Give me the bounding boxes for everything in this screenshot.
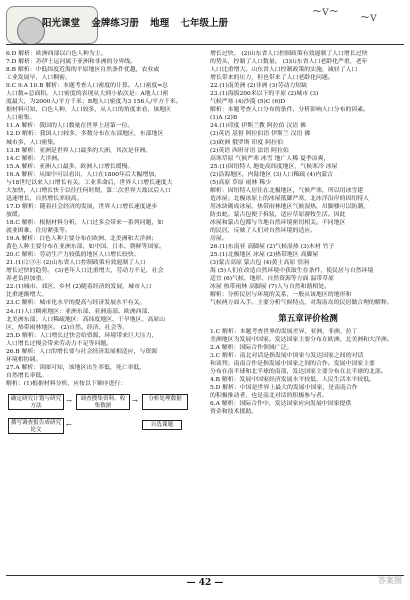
- answer-line: 2.A 解析：国际合作领域广泛。: [210, 344, 293, 351]
- answer-line: 人口密集。: [6, 115, 36, 122]
- answer-line: (5)高原 草原 雨林 稀少: [210, 179, 272, 186]
- answer-line: 美洲地区为发展中国家。发达国家主要分布在欧洲、北美洲和大洋洲。: [210, 336, 393, 343]
- answer-line: 海 (5)人们在改造自然环境中获取生存条件，使民居与自然环境: [210, 268, 374, 275]
- answer-line: 北美洲东部；人口稀疏地区：高纬度地区、干旱地区、高原山: [6, 316, 166, 323]
- sun-logo-icon: [17, 17, 45, 45]
- answer-line: 城市多，人口密集。: [6, 139, 60, 146]
- answer-line: 25.(1)北极地区 冰屋 (2)热带地区 高脚屋: [210, 252, 319, 259]
- answer-line: 黄色人种主要分布在亚洲东部，如中国、日本、朝鲜等国家。: [6, 244, 166, 251]
- answer-line: 22.(1)城市、郊区、乡村 (2)随着经济的发展，城市人口: [6, 284, 152, 291]
- answer-line: 冰屋 热带雨林 高脚屋 (7)人与自然和谐相处。: [210, 284, 330, 291]
- answer-line: 21.(1)②③④ (2)山东省人口控制政策有效遏制了人口: [6, 260, 146, 267]
- answer-line: 分布在南半球和北半球的南部，发达国家主要分布在北半球的北部。: [210, 368, 387, 375]
- header-divider: [6, 44, 404, 45]
- answer-list-right: [210, 50, 406, 308]
- answer-line: 和谈判；南南合作是指发展中国家之间的合作。发展中国家主要: [210, 360, 375, 367]
- answer-line: 9.C 9.A 10.B 解析：本题考查人口密度的计算。人口密度=总: [6, 83, 169, 90]
- watermark: 答案圈: [378, 576, 402, 585]
- answer-line: 迅速增长，自然增长率较高。: [6, 195, 83, 202]
- answer-line: (1)A (2)B: [210, 115, 238, 122]
- answer-line: 23.C 解析：城市化水平的提高与经济发展水平有关。: [6, 300, 146, 307]
- answer-line: 3.C 解析：南北对话是指发展中国家与发达国家之间的对话: [210, 352, 364, 359]
- answer-line: 19.A 解析：白色人种主要分布在欧洲、北美洲和大洋洲；: [6, 236, 157, 243]
- answer-line: 气候两方面入手。主要分析气候特点，对海南岛的民居做合理的解释。: [210, 300, 393, 307]
- answer-line: 23.(1)海拔200米以下的平原 (2)城市 (3): [210, 91, 319, 98]
- answer-line: (2)沿海地区，内陆地区 (3)人口稀疏 (4)内蒙古: [210, 171, 334, 178]
- answer-line: 26.(1)东南亚 高脚屋 (2)气候湿热 (3)木材 竹子: [210, 244, 335, 251]
- answer-line: 17.D 解析：随着社会经济的发展，世界人口增长速度逐步: [6, 203, 158, 210]
- answer-line: 解析：分析民居与环境的关系，一般从该地区的地形和: [210, 292, 352, 299]
- flow-diagram: [6, 390, 202, 438]
- answer-line: 资金和技术援助。: [210, 408, 258, 415]
- answer-line: 解析：因纽特人居住在北极地区，气候严寒，所以用冰雪建: [210, 187, 364, 194]
- answer-line: 24.(1)印度 伊斯兰教 阿拉伯 汉语 佛: [210, 123, 306, 130]
- answer-line: 16.A 解析：从图中可以看出，人口在1800年后大幅增加，: [6, 171, 161, 178]
- flow-box-topic: 自选课题: [142, 420, 182, 430]
- answer-line: 增长过快的趋势。 (3)老年人口比重增大，劳动力不足，社会: [6, 268, 164, 275]
- answer-line: 1.C 解析：本题考查世界的发展差异，亚洲、非洲、拉丁: [210, 328, 358, 335]
- answer-line: 解析：(1)根据材料分析，应按以下顺序进行：: [6, 380, 127, 387]
- page-header: [0, 0, 410, 48]
- flow-box-plan: 确定研究计划与研究方法: [8, 394, 64, 410]
- answer-line: 养老负担加重。: [6, 276, 48, 283]
- right-column: [210, 50, 406, 570]
- answer-line: 工业发展早，人口稠密。: [6, 75, 71, 82]
- answer-line: 适宜 (6)气候、地形、自然资源等方面 温带草原: [210, 276, 335, 283]
- answer-line: 气候严寒 (4)沙漠 (5)C (6)D: [210, 99, 286, 106]
- answer-line: 4.B 解析：发展中国家经济发展水平较低，人民生活水平较低。: [210, 376, 375, 383]
- answer-line: (3)欧洲 俄罗斯 印度 阿拉伯: [210, 139, 283, 146]
- series-name: 阳光课堂: [42, 18, 81, 29]
- flow-box-report: 撰写调查报告成研究论文: [8, 418, 64, 434]
- answer-line: (3)蒙古高原 蒙古包 (4)黄土高原 窑洞: [210, 260, 309, 267]
- grade-name: 七年级上册: [180, 18, 228, 29]
- footer-divider: [6, 575, 404, 576]
- answer-line: 解析：本题考查人口分布的条件，分析影响人口分布的因素。: [210, 107, 370, 114]
- answer-line: 环境相协调。: [6, 356, 42, 363]
- answer-line: 的民居，反映了人们对自然环境的适应。: [210, 228, 317, 235]
- answer-line: 18.C 解析：根据材料分析，人口过多会带来一系列问题，如: [6, 219, 164, 226]
- answer-line: 冰屋和蒙古包都与当地自然环境密切相关。不同地区: [210, 219, 346, 226]
- answer-line: 防虫蛇。蒙古包便于拆装，适应草原游牧生活。因此: [210, 211, 346, 218]
- answer-line: 人口增长过慢会带来劳动力不足等问题。: [6, 340, 113, 347]
- answer-line: 12.D 解析：我国人口较多，多数分布在东部地区，东部地区: [6, 131, 164, 138]
- subject-name: 地理: [150, 18, 170, 29]
- arrow-left-icon: ←: [66, 420, 72, 429]
- page-number: — 42 —: [186, 578, 224, 588]
- answer-line: 13.B 解析：亚洲是世界人口最多的大洲，其次是非洲。: [6, 147, 152, 154]
- answer-line: 24.(1)人口稠密地区：亚洲东部、亚洲南部、欧洲西部、: [6, 308, 154, 315]
- header-title: [42, 15, 236, 29]
- answer-line: 就业困难、住房紧张等。: [6, 228, 71, 235]
- answer-line: 与18世纪以来人口增长有关。工业革命后，世界人口增长速度大: [6, 179, 173, 186]
- answer-list-right-section: [210, 328, 406, 417]
- answer-line: 造冰屋；北极冰原上的冰屋抵御严寒，北冰洋沿岸的因纽特人: [210, 195, 370, 202]
- answer-line: 人口数÷总面积。人口密度的表现从大到小依次是：A地人口密: [6, 91, 169, 98]
- answer-line: 7.D 解析：苏伊士运河属于亚洲和非洲的分界线。: [6, 59, 137, 66]
- answer-line: 比重逐渐增大。: [6, 292, 48, 299]
- answer-line: 26.B 解析：人口的增长要与社会经济发展相适应，与资源: [6, 348, 158, 355]
- arrow-right-icon: →: [132, 396, 138, 405]
- answer-line: 6.D 解析：欧洲西部以白色人种为主。: [6, 51, 107, 57]
- answer-line: 22.(1)南美洲 (2)非洲 (3)劳动力短缺: [210, 83, 308, 90]
- answer-line: 房屋。: [210, 236, 228, 243]
- answer-line: 区、热带雨林地区。 (2)自然、经济、社会等。: [6, 324, 129, 331]
- answer-line: 据材料可知，白色人种，人口较多，从人口的角度来看，该地区: [6, 107, 171, 114]
- answer-line: (2)英语 西班牙语 法语 阿拉伯: [210, 147, 289, 154]
- answer-line: 25.D 解析：人口增长过快会给资源、环境带来巨大压力，: [6, 332, 158, 339]
- bird-icon: ~v: [360, 10, 377, 24]
- answer-line: 人口比重增大。山东省人口控制政策的实施，减轻了人口: [210, 67, 358, 74]
- answer-line: 放缓。: [6, 211, 24, 218]
- answer-line: 14.C 解析：大洋洲。: [6, 155, 63, 162]
- answer-line: 25.(1)因纽特人 地处高纬度地区，气候寒冷 冰屋: [210, 163, 338, 170]
- answer-line: 的势头，控制了人口数量。 (3)山东省人口老龄化严重，老年: [210, 59, 368, 66]
- answer-line: 大加快，人口增长快于以往任何时期，第二次世界大战以后人口: [6, 187, 171, 194]
- answer-line: 高寒草原 气候严寒 冰雪 地广人稀 夏季凉爽，: [210, 155, 330, 162]
- answer-line: 27.A 解析：读图可知，该地区出生率低，死亡率低，: [6, 364, 146, 371]
- answer-line: 5.D 解析：中国是世界上最大的发展中国家，是南南合作: [210, 384, 358, 391]
- answer-line: 自然增长率低。: [6, 372, 48, 379]
- bird-icon: ~v~: [312, 4, 339, 18]
- flow-box-analyze: 分析处理数据: [142, 394, 188, 410]
- answer-line: 6.A 解析：国际合作中，发达国家应向发展中国家提供: [210, 400, 352, 407]
- answer-line: 20.C 解析：劳动生产力较低的地区人口增长较快。: [6, 252, 140, 259]
- answer-line: 度最大，为2000人/平方千米；B地人口密度为3 156人/平方千米。: [6, 99, 182, 106]
- answer-line: 用冰块砌成冰屋。热带雨林地区气候湿热，吊脚楼可以防潮，: [210, 203, 370, 210]
- arrow-right-icon: →: [66, 396, 72, 405]
- answer-line: 的积极推动者，也是南北对话的积极参与者。: [210, 392, 328, 399]
- answer-line: (2)英语 基督 阿拉伯语 伊斯兰 汉语 佛: [210, 131, 311, 138]
- answer-line: 15.A 解析：亚洲人口最多，欧洲人口增长缓慢。: [6, 163, 134, 170]
- flow-box-collect: 调查搜集资料，收集数据: [76, 394, 130, 410]
- left-column: [6, 50, 202, 570]
- answer-list-left: [6, 50, 202, 388]
- answer-line: 增长带来的压力，但也带来了人口老龄化问题。: [210, 75, 334, 82]
- answer-line: 11.A 解析：我国的人口数量在世界上居第一位。: [6, 123, 134, 130]
- answer-line: 增长过快。 (2)山东省人口控制政策有效遏制了人口增长过快: [210, 51, 368, 57]
- book-name: 金牌练习册: [91, 18, 139, 29]
- answer-line: 8.B 解析：中低纬度近海的平原地区自然条件优越，农业或: [6, 67, 160, 74]
- section-title: 第五章评价检测: [278, 313, 338, 324]
